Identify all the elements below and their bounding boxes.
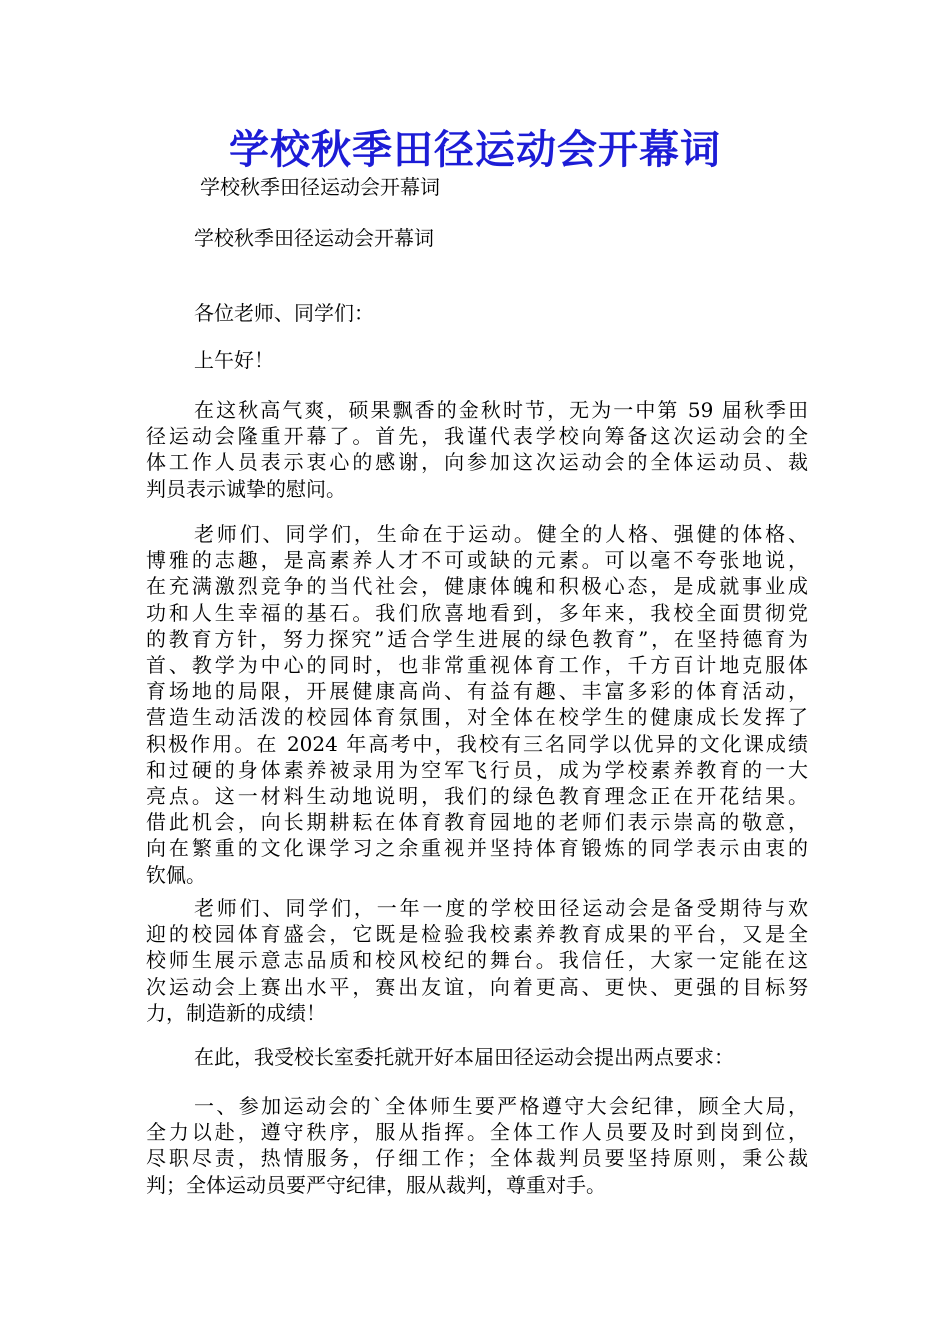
paragraph-line: 和过硬的身体素养被录用为空军飞行员，成为学校素养教育的一大: [146, 757, 808, 782]
document-subheading: 学校秋季田径运动会开幕词: [194, 226, 434, 250]
paragraph-line: 一、参加运动会的`全体师生要严格遵守大会纪律，顾全大局，: [194, 1094, 808, 1118]
paragraph-line: 尽职尽责，热情服务，仔细工作；全体裁判员要坚持原则，秉公裁: [146, 1146, 808, 1171]
paragraph-line: 向在繁重的文化课学习之余重视并坚持体育锻炼的同学表示由衷的: [146, 836, 808, 861]
paragraph-1: [146, 397, 808, 502]
paragraph-line: 在这秋高气爽，硕果飘香的金秋时节，无为一中第 59 届秋季田: [194, 398, 808, 422]
salutation: 各位老师、同学们：: [194, 301, 374, 325]
paragraph-4: [146, 1044, 808, 1070]
paragraph-line: 育场地的局限，开展健康高尚、有益有趣、丰富多彩的体育活动，: [146, 679, 808, 704]
paragraph-line: 判员表示诚挚的慰问。: [146, 476, 346, 501]
paragraph-line: 迎的校园体育盛会，它既是检验我校素养教育成果的平台，又是全: [146, 922, 808, 947]
paragraph-line: 全力以赴，遵守秩序，服从指挥。全体工作人员要及时到岗到位，: [146, 1120, 808, 1145]
paragraph-line: 次运动会上赛出水平，赛出友谊，向着更高、更快、更强的目标努: [146, 974, 808, 999]
paragraph-line: 亮点。这一材料生动地说明，我们的绿色教育理念正在开花结果。: [146, 784, 808, 809]
paragraph-3: [146, 895, 808, 1026]
paragraph-line: 校师生展示意志品质和校风校纪的舞台。我信任，大家一定能在这: [146, 948, 808, 973]
paragraph-line: 老师们、同学们，生命在于运动。健全的人格、强健的体格、: [194, 522, 808, 546]
paragraph-line: 的教育方针，努力探究”适合学生进展的绿色教育”，在坚持德育为: [146, 626, 808, 651]
paragraph-line: 体工作人员表示衷心的感谢，向参加这次运动会的全体运动员、裁: [146, 450, 808, 475]
paragraph-line: 借此机会，向长期耕耘在体育教育园地的老师们表示崇高的敬意，: [146, 810, 808, 835]
paragraph-line: 在充满激烈竞争的当代社会，健康体魄和积极心态，是成就事业成: [146, 574, 808, 599]
paragraph-line: 首、教学为中心的同时，也非常重视体育工作，千方百计地克服体: [146, 653, 808, 678]
paragraph-line: 积极作用。在 2024 年高考中，我校有三名同学以优异的文化课成绩: [146, 731, 808, 756]
document-subtitle: 学校秋季田径运动会开幕词: [200, 175, 440, 199]
paragraph-line: 营造生动活泼的校园体育氛围，对全体在校学生的健康成长发挥了: [146, 705, 808, 730]
document-title: 学校秋季田径运动会开幕词: [229, 126, 721, 173]
paragraph-line: 老师们、同学们，一年一度的学校田径运动会是备受期待与欢: [194, 896, 808, 920]
paragraph-line: 在此，我受校长室委托就开好本届田径运动会提出两点要求：: [194, 1045, 734, 1069]
paragraph-2: [146, 521, 808, 888]
paragraph-line: 判；全体运动员要严守纪律，服从裁判，尊重对手。: [146, 1172, 606, 1197]
paragraph-line: 力，制造新的成绩！: [146, 1000, 326, 1025]
greeting: 上午好！: [194, 348, 274, 372]
paragraph-line: 博雅的志趣，是高素养人才不可或缺的元素。可以毫不夸张地说，: [146, 548, 808, 573]
paragraph-line: 钦佩。: [146, 862, 206, 887]
paragraph-5: [146, 1093, 808, 1198]
paragraph-line: 径运动会隆重开幕了。首先，我谨代表学校向筹备这次运动会的全: [146, 424, 808, 449]
paragraph-line: 功和人生幸福的基石。我们欣喜地看到，多年来，我校全面贯彻党: [146, 600, 808, 625]
